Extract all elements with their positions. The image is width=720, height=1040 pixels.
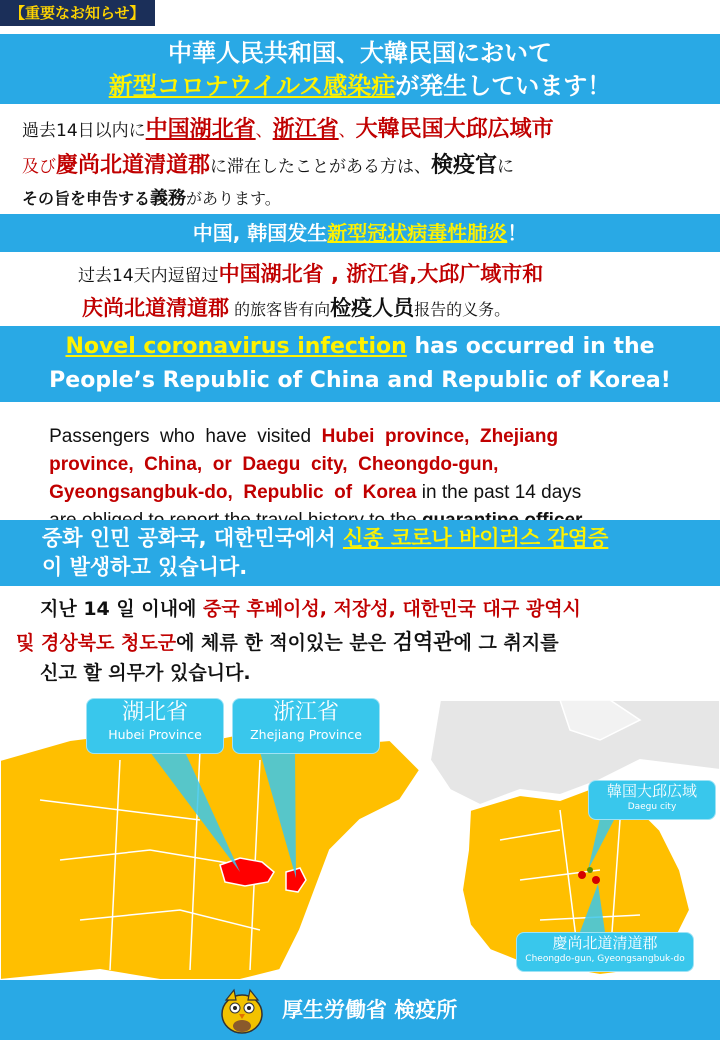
hubei-label: 湖北省 bbox=[121, 700, 188, 725]
korean-line3 bbox=[40, 658, 251, 685]
quarantine-officer-ko: 검역관 bbox=[392, 630, 454, 654]
korean-paragraph bbox=[0, 586, 720, 696]
japanese-headline-rest: が発生しています！ bbox=[395, 72, 612, 100]
zhejiang-label-en: Zhejiang Province bbox=[250, 727, 362, 742]
korean-line2 bbox=[16, 626, 559, 656]
daegu-marker bbox=[578, 871, 586, 879]
hubei-label-en: Hubei Province bbox=[108, 727, 202, 742]
comma: 、 bbox=[255, 121, 273, 141]
chinese-text: 报告的义务。 bbox=[414, 300, 511, 319]
cheongdo-ko: 및 경상북도 청도군 bbox=[16, 632, 177, 654]
chinese-line2 bbox=[82, 292, 510, 322]
zhejiang-label: 浙江省 bbox=[272, 700, 339, 725]
japanese-text: 過去14日以内に bbox=[22, 121, 146, 141]
english-regions: Hubei province, Zhejiang bbox=[321, 426, 559, 447]
korean-headline-text: 중화 인민 공화국, 대한민국에서 bbox=[42, 526, 343, 550]
daegu-bubble bbox=[588, 780, 716, 820]
english-paragraph bbox=[0, 402, 720, 520]
chinese-headline-highlight: 新型冠状病毒性肺炎 bbox=[327, 221, 508, 245]
footer-title: 厚生労働省 検疫所 bbox=[282, 998, 458, 1022]
zhejiang-ja: 浙江省 bbox=[272, 117, 339, 142]
zhejiang-bubble bbox=[232, 698, 380, 754]
korean-regions: 중국 후베이성, 저장성, 대한민국 대구 광역시 bbox=[203, 598, 581, 620]
cheongdo-zh: 庆尚北道清道郡 bbox=[82, 296, 229, 320]
cheongdo-label-en: Cheongdo-gun, Gyeongsangbuk-do bbox=[525, 954, 685, 964]
quarantine-officer-ja: 検疫官 bbox=[431, 153, 498, 178]
korean-headline-line1 bbox=[42, 524, 720, 553]
korean-text: 에 그 취지를 bbox=[453, 632, 559, 654]
english-headline-band bbox=[0, 326, 720, 402]
footer-band bbox=[0, 980, 720, 1040]
english-headline-text: has occurred in the bbox=[406, 334, 655, 359]
english-text: in the past 14 days bbox=[416, 482, 582, 503]
korean-line1 bbox=[40, 594, 581, 621]
korean-text: 에 체류 한 적이있는 분은 bbox=[176, 632, 393, 654]
japanese-text: その旨を申告する bbox=[22, 189, 151, 208]
english-headline-highlight: Novel coronavirus infection bbox=[65, 334, 407, 359]
japanese-headline-band bbox=[0, 34, 720, 104]
comma: 、 bbox=[338, 121, 356, 141]
cheongdo-marker bbox=[592, 876, 600, 884]
hubei-bubble bbox=[86, 698, 224, 754]
english-headline-line1 bbox=[0, 330, 720, 364]
obligation-ja: 義務 bbox=[150, 188, 187, 209]
map-area bbox=[0, 700, 720, 980]
cheongdo-label: 慶尚北道清道郡 bbox=[552, 934, 658, 952]
korean-text: 신고 할 의무가 있습니다. bbox=[40, 662, 251, 684]
korean-headline-band bbox=[0, 520, 720, 586]
daegu-label: 韓国大邱広域 bbox=[606, 782, 697, 800]
english-regions: Gyeongsangbuk-do, Republic of Korea bbox=[49, 482, 417, 503]
quarantine-officer-zh: 检疫人员 bbox=[330, 296, 415, 320]
chinese-text: 的旅客皆有向 bbox=[229, 300, 331, 319]
english-text: Passengers who have visited bbox=[49, 426, 322, 447]
daegu-ja: 大韓民国大邱広域市 bbox=[355, 117, 554, 142]
chinese-text: 过去14天内逗留过 bbox=[78, 266, 219, 286]
japanese-headline-highlight: 新型コロナウイルス感染症 bbox=[108, 72, 396, 100]
japanese-headline-line2 bbox=[0, 70, 720, 103]
chinese-paragraph bbox=[0, 252, 720, 326]
cheongdo-bubble bbox=[516, 932, 694, 972]
japanese-line1 bbox=[22, 112, 554, 143]
japanese-text: があります。 bbox=[186, 189, 281, 208]
korean-headline-highlight: 신종 코로나 바이러스 감염증 bbox=[342, 526, 609, 550]
english-regions: province, China, or Daegu city, Cheongdo-gun, bbox=[49, 454, 499, 475]
hubei-ja: 中国湖北省 bbox=[145, 117, 256, 142]
english-headline-line2: People’s Republic of China and Republic of Korea! bbox=[49, 368, 671, 393]
korean-text: 지난 14 일 이내에 bbox=[40, 598, 204, 620]
chinese-headline-band bbox=[0, 214, 720, 252]
china-land bbox=[0, 730, 420, 980]
cheongdo-ja: 慶尚北道清道郡 bbox=[56, 153, 211, 178]
daegu-label-en: Daegu city bbox=[627, 802, 677, 812]
chinese-headline-text: ！ bbox=[507, 221, 528, 245]
japanese-line2 bbox=[22, 148, 514, 179]
japanese-text: に滞在したことがある方は、 bbox=[210, 157, 432, 177]
chinese-headline-text: 中国, 韩国发生 bbox=[192, 221, 328, 245]
japanese-text: 及び bbox=[22, 157, 56, 177]
mascot-icon bbox=[214, 986, 270, 1036]
chinese-line1 bbox=[78, 258, 543, 288]
korean-headline-line2: 이 발생하고 있습니다. bbox=[42, 555, 248, 579]
japanese-text: に bbox=[497, 157, 515, 177]
notice-tag: 【重要なお知らせ】 bbox=[0, 0, 155, 26]
japanese-line3 bbox=[22, 184, 281, 210]
japanese-headline-line1: 中華人民共和国、大韓民国において bbox=[168, 39, 552, 67]
chinese-regions: 中国湖北省 , 浙江省,大邱广域市和 bbox=[218, 262, 544, 286]
japanese-paragraph bbox=[0, 104, 720, 214]
